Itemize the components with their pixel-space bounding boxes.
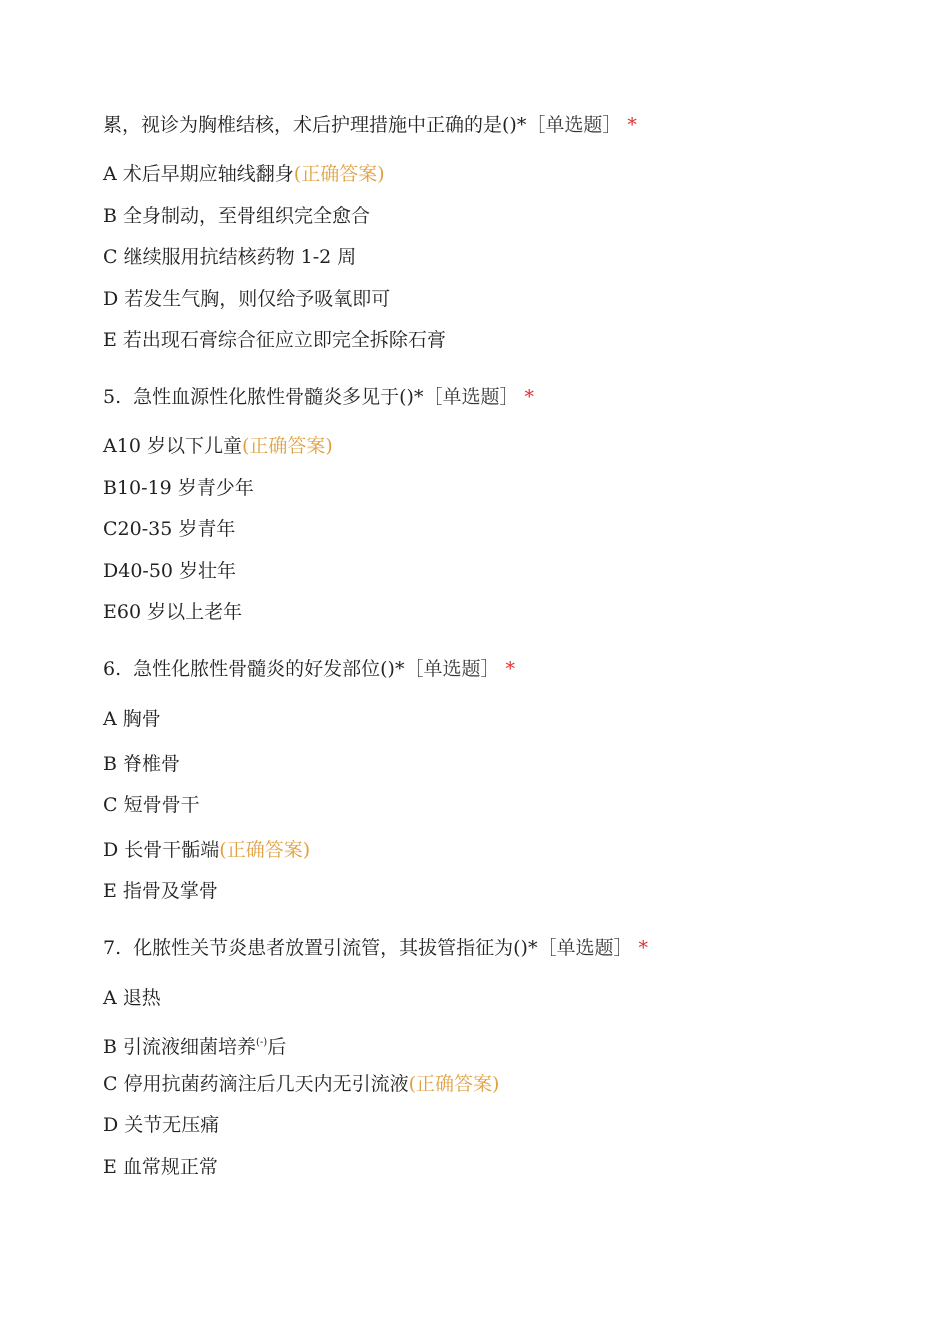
option-letter: A: [103, 163, 117, 185]
option-letter: A: [103, 987, 117, 1009]
correct-answer-label: (正确答案): [219, 839, 311, 861]
option-letter: B: [103, 205, 117, 227]
option-text: 脊椎骨: [123, 753, 181, 775]
option-b[interactable]: [103, 476, 254, 500]
option-d[interactable]: [103, 1113, 219, 1137]
option-a[interactable]: [103, 434, 333, 458]
question-type: ［单选题］: [537, 937, 633, 959]
option-text: 10-19 岁青少年: [116, 477, 254, 499]
option-letter: D: [103, 1114, 119, 1136]
superscript-negative: (-): [256, 1037, 268, 1048]
option-letter: C: [103, 246, 118, 268]
required-mark: *: [524, 386, 534, 408]
question-type: ［单选题］: [404, 658, 500, 680]
option-text: 继续服用抗结核药物 1-2 周: [123, 246, 357, 268]
option-e[interactable]: [103, 328, 446, 352]
question-text: 化脓性关节炎患者放置引流管，其拔管指征为()*: [133, 937, 538, 959]
option-letter: A: [103, 435, 117, 457]
question-text: 累，视诊为胸椎结核，术后护理措施中正确的是()*: [103, 114, 527, 136]
question-type: ［单选题］: [423, 386, 519, 408]
option-text: 退热: [122, 987, 161, 1009]
question-stem-continued: [103, 113, 637, 137]
option-letter: C: [103, 518, 118, 540]
option-text: 引流液细菌培养: [123, 1036, 257, 1058]
option-c[interactable]: [103, 517, 235, 541]
option-letter: D: [103, 560, 119, 582]
option-e[interactable]: [103, 879, 218, 903]
option-a[interactable]: [103, 986, 161, 1010]
option-e[interactable]: [103, 1155, 218, 1179]
required-mark: *: [505, 658, 515, 680]
question-text: 急性血源性化脓性骨髓炎多见于()*: [133, 386, 424, 408]
option-text: 指骨及掌骨: [122, 880, 218, 902]
option-letter: C: [103, 1073, 118, 1095]
question-6-stem: [103, 657, 515, 681]
question-number: 6.: [103, 658, 122, 680]
required-mark: *: [638, 937, 648, 959]
option-letter: C: [103, 794, 118, 816]
option-text: 10 岁以下儿童: [116, 435, 242, 457]
option-text: 长骨干骺端: [124, 839, 220, 861]
option-text: 全身制动，至骨组织完全愈合: [123, 205, 371, 227]
correct-answer-label: (正确答案): [241, 435, 333, 457]
option-letter: B: [103, 753, 117, 775]
option-text: 60 岁以上老年: [116, 601, 243, 623]
option-text: 40-50 岁壮年: [118, 560, 237, 582]
option-text: 胸骨: [122, 708, 161, 730]
option-text: 血常规正常: [122, 1156, 218, 1178]
option-text: 短骨骨干: [123, 794, 200, 816]
option-text: 术后早期应轴线翻身: [122, 163, 294, 185]
question-5-stem: [103, 385, 534, 409]
option-text: 若出现石膏综合征应立即完全拆除石膏: [122, 329, 446, 351]
option-text: 若发生气胸，则仅给予吸氧即可: [124, 288, 391, 310]
option-b[interactable]: [103, 752, 180, 776]
question-number: 5.: [103, 386, 122, 408]
option-c[interactable]: [103, 245, 356, 269]
option-letter: D: [103, 288, 119, 310]
option-b[interactable]: [103, 1031, 286, 1059]
option-letter: E: [103, 1156, 117, 1178]
question-text: 急性化脓性骨髓炎的好发部位()*: [133, 658, 405, 680]
option-a[interactable]: [103, 162, 385, 186]
option-letter: E: [103, 880, 117, 902]
option-letter: E: [103, 329, 117, 351]
option-letter: D: [103, 839, 119, 861]
option-letter: B: [103, 1036, 117, 1058]
option-d[interactable]: [103, 559, 236, 583]
option-e[interactable]: [103, 600, 242, 624]
option-d[interactable]: [103, 838, 310, 862]
option-letter: B: [103, 477, 117, 499]
question-type: ［单选题］: [526, 114, 622, 136]
option-text-suffix: 后: [267, 1036, 287, 1058]
option-letter: A: [103, 708, 117, 730]
option-letter: E: [103, 601, 117, 623]
question-number: 7.: [103, 937, 122, 959]
option-text: 关节无压痛: [124, 1114, 220, 1136]
required-mark: *: [627, 114, 637, 136]
option-c[interactable]: [103, 1072, 499, 1096]
correct-answer-label: (正确答案): [408, 1073, 500, 1095]
option-a[interactable]: [103, 707, 161, 731]
question-7-stem: [103, 936, 648, 960]
option-d[interactable]: [103, 287, 390, 311]
correct-answer-label: (正确答案): [293, 163, 385, 185]
option-text: 停用抗菌药滴注后几天内无引流液: [123, 1073, 409, 1095]
option-b[interactable]: [103, 204, 370, 228]
option-c[interactable]: [103, 793, 200, 817]
option-text: 20-35 岁青年: [117, 518, 236, 540]
